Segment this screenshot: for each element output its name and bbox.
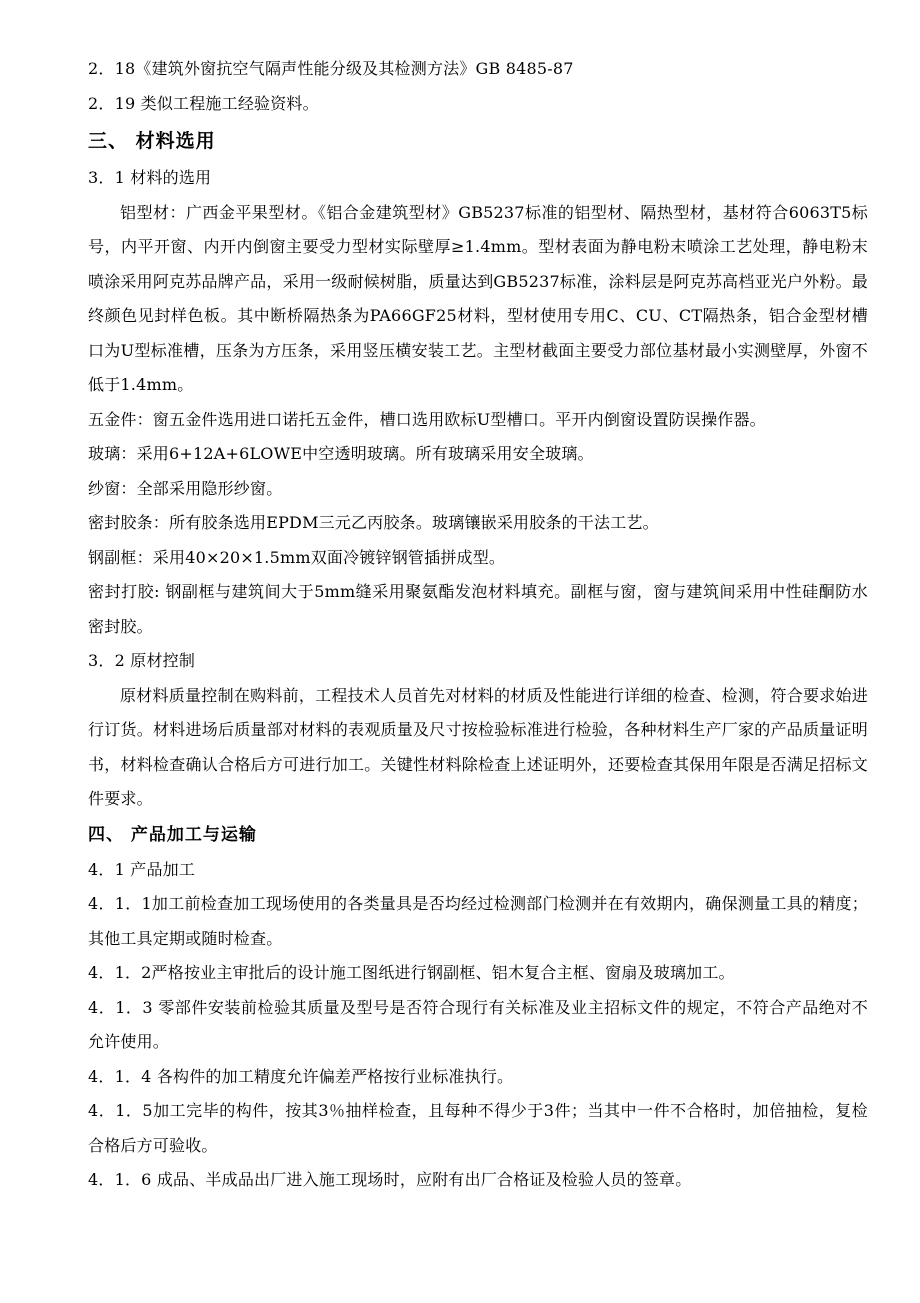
glass-paragraph: 玻璃：采用6+12A+6LOWE中空透明玻璃。所有玻璃采用安全玻璃。	[88, 444, 594, 463]
subsection-3-1: 3．1 材料的选用	[88, 168, 212, 187]
hardware-paragraph: 五金件：窗五金件选用进口诺托五金件，槽口选用欧标U型槽口。平开内倒窗设置防误操作器。	[88, 409, 766, 429]
document-page	[88, 52, 868, 1198]
raw-material-paragraph: 原材料质量控制在购料前，工程技术人员首先对材料的材质及性能进行详细的检查、检测，符合要求始进行订货。材料进场后质量部对材料的表观质量及尺寸按检验标准进行检验，各种材料生产厂家的产品质量证明书，材料检查确认合格后方可进行加工。关键性材料除检查上述证明外，还要检查其保用年限是否满足招标文件要求。	[88, 685, 868, 808]
ref-2-19: 2．19 类似工程施工经验资料。	[88, 93, 319, 113]
subsection-3-2: 3．2 原材控制	[88, 651, 196, 670]
item-4-1-2: 4．1．2严格按业主审批后的设计施工图纸进行钢副框、铝木复合主框、窗扇及玻璃加工。	[88, 963, 735, 982]
item-4-1-1: 4．1．1加工前检查加工现场使用的各类量具是否均经过检测部门检测并在有效期内，确保测量工具的精度；其他工具定期或随时检查。	[88, 894, 868, 948]
item-4-1-4: 4．1．4 各构件的加工精度允许偏差严格按行业标准执行。	[88, 1066, 514, 1086]
seal-strip-paragraph: 密封胶条：所有胶条选用EPDM三元乙丙胶条。玻璃镶嵌采用胶条的干法工艺。	[88, 513, 659, 532]
item-4-1-6: 4．1．6 成品、半成品出厂进入施工现场时，应附有出厂合格证及检验人员的签章。	[88, 1170, 692, 1189]
section-3-heading: 三、 材料选用	[88, 130, 216, 152]
section-4-heading: 四、 产品加工与运输	[88, 824, 257, 845]
sealant-paragraph: 密封打胶: 钢副框与建筑间大于5mm缝采用聚氨酯发泡材料填充。副框与窗，窗与建筑间采用中性硅酮防水密封胶。	[88, 582, 868, 636]
subsection-4-1: 4．1 产品加工	[88, 859, 196, 879]
steel-subframe-paragraph: 钢副框：采用40×20×1.5mm双面冷镀锌钢管插拼成型。	[88, 547, 506, 567]
screen-paragraph: 纱窗：全部采用隐形纱窗。	[88, 478, 283, 498]
aluminum-profile-paragraph: 铝型材：广西金平果型材。《铝合金建筑型材》GB5237标准的铝型材、隔热型材，基材符合6063T5标号，内平开窗、内开内倒窗主要受力型材实际壁厚≥1.4mm。型材表面为静电粉末喷涂工艺处理，静电粉末喷涂采用阿克苏品牌产品，采用一级耐候树脂，质量达到GB5237标准，涂料层是阿克苏高档亚光户外粉。最终颜色见封样色板。其中断桥隔热条为PA66GF25材料，型材使用专用C、CU、CT隔热条，铝合金型材槽口为U型标准槽，压条为方压条，采用竖压横安装工艺。主型材截面主要受力部位基材最小实测壁厚，外窗不低于1.4mm。	[88, 202, 868, 394]
ref-2-18: 2．18《建筑外窗抗空气隔声性能分级及其检测方法》GB 8485-87	[88, 59, 574, 78]
item-4-1-3: 4．1．3 零部件安装前检验其质量及型号是否符合现行有关标准及业主招标文件的规定，不符合产品绝对不允许使用。	[88, 997, 868, 1051]
item-4-1-5: 4．1．5加工完毕的构件，按其3％抽样检查，且每种不得少于3件；当其中一件不合格时，加倍抽检，复检合格后方可验收。	[88, 1101, 868, 1155]
